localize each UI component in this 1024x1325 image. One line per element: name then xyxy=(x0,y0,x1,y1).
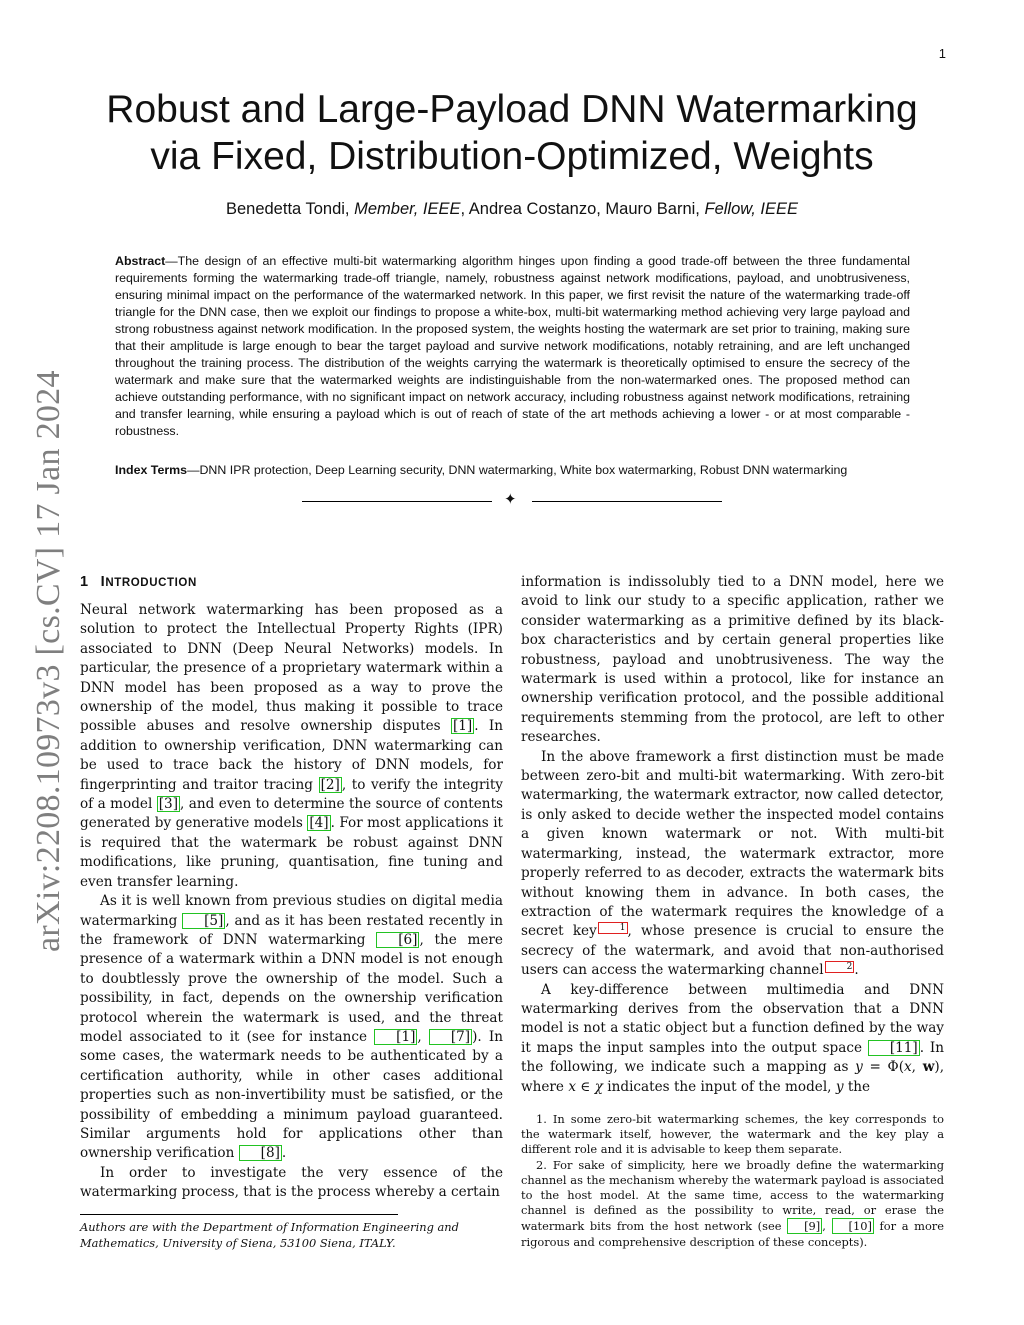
citation-7[interactable]: [7] xyxy=(429,1029,472,1045)
arxiv-identifier: arXiv:2208.10973v3 [cs.CV] 17 Jan 2024 xyxy=(30,370,67,952)
intro-paragraph-3: In order to investigate the very essence of the watermarking process, that is the process whereby a certain xyxy=(80,1164,503,1201)
author-affiliation: Authors are with the Department of Information Engineering and Mathematics, University of Siena, 53100 Siena, ITALY. xyxy=(80,1220,459,1250)
math-chi: χ xyxy=(594,1078,603,1095)
citation-1[interactable]: [1] xyxy=(452,718,473,735)
index-terms xyxy=(115,462,915,479)
right-paragraph-1: information is indissolubly tied to a DNN model, here we avoid to link our study to a specific application, rather we consider watermarking as a primitive defined by its black-box characteristics and by certain general properties like robustness, payload and unobtrusiveness. The way the watermark is used within a protocol, like for instance an ownership verification protocol, and the possible additional requirements stemming from the protocol, are left to other researches. xyxy=(521,574,944,746)
intro-paragraph-1: Neural network watermarking has been proposed as a solution to protect the Intellectual Property Rights (IPR) associated to DNN (Deep Neural Networks) models. In particular, the presence of a proprietary watermark within a DNN model has been proposed as a way to prove the ownership of the model, thus making it possible to trace possible abuses and resolve ownership disputes [1] . In addition to ownership verification, DNN watermarking can be used to trace back the history of DNN models, for fingerprinting and traitor tracing [2] , to verify the integrity of a model [3] , and even to determine the source of contents generated by generative models [4] . For most applications it is required that the watermark be robust against DNN modifications, like pruning, quantisation, fine tuning and even transfer learning. xyxy=(80,602,504,890)
left-column xyxy=(80,572,503,1203)
index-terms-label: Index Terms xyxy=(115,463,188,477)
citation-2[interactable]: [2] xyxy=(320,776,340,793)
footnote-ref-1[interactable]: 1 xyxy=(598,922,628,934)
section-title: INTRODUCTION xyxy=(100,574,197,590)
citation-8[interactable]: [8] xyxy=(239,1145,282,1161)
section-heading xyxy=(80,572,503,593)
citation-10[interactable]: [10] xyxy=(832,1218,874,1234)
footnote-ref-2[interactable]: 2 xyxy=(825,961,855,973)
section-divider xyxy=(302,490,722,508)
math-y: y xyxy=(855,1059,863,1076)
right-column xyxy=(521,573,944,1097)
citation-5[interactable]: [5] xyxy=(182,913,225,929)
page-number: 1 xyxy=(938,46,946,61)
right-paragraph-3: A key-difference between multimedia and DNN watermarking derives from the observation that a DNN model is not a static object but a function defined by the way it maps the input samples into the output space [11] . In the following, we indicate such a mapping as y = Φ(x, w), where x ∈ χ indicates the input of the model, y the xyxy=(521,981,945,1095)
author-list xyxy=(80,200,944,219)
footnote-2: 2. For sake of simplicity, here we broadly define the watermarking channel as the mechanism whereby the watermark payload is associated to the host model. At the same time, access to the watermarking channel is defined as the possibility to write, read, or erase the watermark bits from the host network (see [9] , [10] for a more rigorous and comprehensive description of these concepts). xyxy=(521,1157,944,1249)
abstract xyxy=(115,253,910,440)
index-terms-text: —DNN IPR protection, Deep Learning security, DNN watermarking, White box watermarking, Robust DNN watermarking xyxy=(187,463,848,477)
citation-9[interactable]: [9] xyxy=(787,1218,822,1234)
right-paragraph-2: In the above framework a first distinction must be made between zero-bit and multi-bit watermarking. With zero-bit watermarking, the watermark extractor, now called detector, is only asked to decide wether the inspected model contains a given known watermark or not. With multi-bit watermarking, instead, the watermark extractor, more properly referred to as decoder, extracts the watermark bits without knowing them in advance. In both cases, the extraction of the watermark requires the knowledge of a secret key 1 , whose presence is crucial to ensure the secrecy of the watermark, and avoid that non-authorised users can access the watermarking channel 2 . xyxy=(521,748,944,979)
paper-title: Robust and Large-Payload DNN Watermarking via Fixed, Distribution-Optimized, Weights xyxy=(106,88,918,178)
citation-3[interactable]: [3] xyxy=(158,796,179,813)
footnotes xyxy=(521,1112,944,1250)
divider-star-icon: ✦ xyxy=(504,490,517,508)
citation-11[interactable]: [11] xyxy=(868,1040,920,1056)
section-number: 1 xyxy=(80,574,89,590)
author-1: Benedetta Tondi, xyxy=(225,200,350,218)
author-3-role: Fellow, IEEE xyxy=(704,200,799,218)
citation-1b[interactable]: [1] xyxy=(374,1029,417,1045)
citation-6[interactable]: [6] xyxy=(376,932,419,948)
abstract-label: Abstract xyxy=(115,254,166,268)
author-1-role: Member, IEEE xyxy=(354,200,461,218)
divider-line-right xyxy=(532,501,722,502)
abstract-text: —The design of an effective multi-bit watermarking algorithm hinges upon finding a good trade-off between the three fundamental requirements forming the watermarking trade-off triangle, namely, robustness against network modifications, payload, and unobtrusiveness, ensuring minimal impact on the performance of the watermarked network. In this paper, we first revisit the nature of the watermarking trade-off triangle for the DNN case, then we exploit our findings to propose a white-box, multi-bit watermarking method achieving very large payload and strong robustness against network modification. In the proposed system, the weights hosting the watermark are set prior to training, making sure that their amplitude is large enough to bear the target payload and survive network modifications, notably retraining, and are left unchanged throughout the training process. The distribution of the weights carrying the watermark is theoretically optimised to ensure the secrecy of the watermark and make sure that the watermarked weights are indistinguishable from the non-watermarked ones. The proposed method can achieve outstanding performance, with no significant impact on network accuracy, including robustness against network modifications, retraining and transfer learning, while ensuring a payload which is out of reach of state of the art methods achieving a lower - or at most comparable - robustness. xyxy=(115,254,910,438)
footnote-1: 1. In some zero-bit watermarking schemes, the key corresponds to the watermark itself, however, the watermark and the key play a different role and it is advisable to keep them separate. xyxy=(521,1112,944,1157)
citation-4[interactable]: [4] xyxy=(309,815,329,832)
intro-paragraph-2: As it is well known from previous studies on digital media watermarking [5] , and as it has been restated recently in the framework of DNN watermarking [6] , the mere presence of a watermark within a DNN model is not enough to doubtlessly prove the ownership of the model. Such a possibility, in fact, depends on the ownership verification protocol wherein the watermark is used, and the threat model associated to it (see for instance [1] , [7] ). In some cases, the watermark needs to be authenticated by a certification authority, while in other cases additional properties such as non-invertibility must be satisfied, or the possibility of embedding a minimum payload guaranteed. Similar arguments hold for applications other than ownership verification [8] . xyxy=(80,893,503,1162)
author-2-3: , Andrea Costanzo, Mauro Barni, xyxy=(460,200,700,218)
math-w: w xyxy=(922,1059,935,1076)
divider-line-left xyxy=(302,501,492,502)
footnote-rule xyxy=(80,1214,398,1215)
